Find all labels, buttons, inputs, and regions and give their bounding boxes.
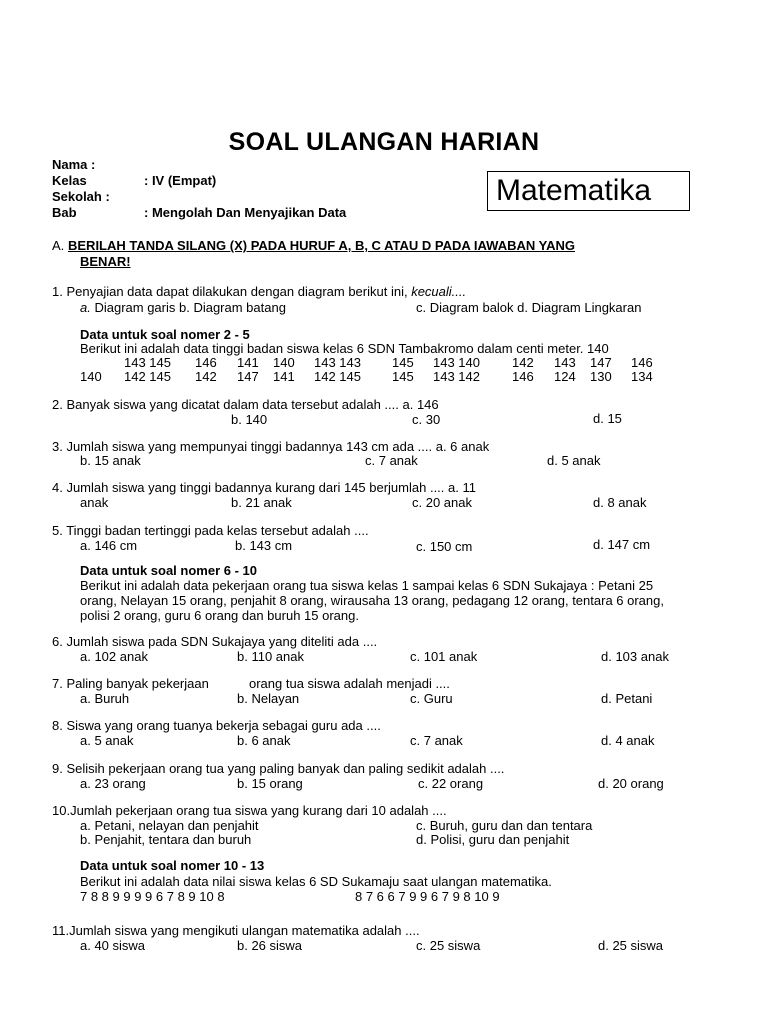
q8-option-b: b. 6 anak (237, 733, 291, 748)
q9-option-a: a. 23 orang (80, 776, 146, 791)
data3-sequence-1: 7 8 8 9 9 9 9 6 7 8 9 10 8 (80, 889, 225, 904)
q10-option-b: b. Penjahit, tentara dan buruh (80, 832, 252, 847)
q6-option-d: d. 103 anak (601, 649, 669, 664)
data1-row2-item: 146 (512, 369, 534, 384)
q2-text: 2. Banyak siswa yang dicatat dalam data tersebut adalah .... a. 146 (52, 397, 439, 412)
section-instruction-line2: BENAR! (80, 254, 131, 269)
q8-option-c: c. 7 anak (410, 733, 463, 748)
data2-line2: orang, Nelayan 15 orang, penjahit 8 orang, wirausaha 13 orang, pedagang 12 orang, tentara 6 orang, (80, 593, 664, 608)
q6-option-a: a. 102 anak (80, 649, 148, 664)
data2-heading: Data untuk soal nomer 6 - 10 (80, 563, 257, 578)
data1-row2-item: 140 (80, 369, 102, 384)
data1-row2-item: 124 (554, 369, 576, 384)
q7-option-b: b. Nelayan (237, 691, 300, 706)
data1-row2-item: 145 (392, 369, 414, 384)
q4-option-d: d. 8 anak (593, 495, 647, 510)
q8-option-a: a. 5 anak (80, 733, 134, 748)
q1-emphasis: kecuali.... (411, 284, 467, 299)
data1-row2-item: 130 (590, 369, 612, 384)
q6-text: 6. Jumlah siswa pada SDN Sukajaya yang diteliti ada .... (52, 634, 378, 649)
q1-text (52, 284, 466, 299)
q9-option-c: c. 22 orang (418, 776, 484, 791)
data2-line3: polisi 2 orang, guru 6 orang dan buruh 15 orang. (80, 608, 359, 623)
kelas-label: Kelas (52, 173, 87, 188)
data1-row1-item: 142 (512, 355, 534, 370)
bab-label: Bab (52, 205, 77, 220)
q1-options-ab (80, 300, 286, 315)
q2-option-c: c. 30 (412, 412, 441, 427)
q5-text: 5. Tinggi badan tertinggi pada kelas tersebut adalah .... (52, 523, 369, 538)
q4-option-c: c. 20 anak (412, 495, 472, 510)
sekolah-label: Sekolah : (52, 189, 110, 204)
q3-option-d: d. 5 anak (547, 453, 601, 468)
data3-sequence-2: 8 7 6 6 7 9 9 6 7 9 8 10 9 (355, 889, 500, 904)
q11-option-a: a. 40 siswa (80, 938, 146, 953)
data1-description: Berikut ini adalah data tinggi badan siswa kelas 6 SDN Tambakromo dalam centi meter. 140 (80, 341, 609, 356)
q5-option-a: a. 146 cm (80, 538, 138, 553)
data1-row2-item: 141 (273, 369, 295, 384)
subject-box: Matematika (487, 171, 690, 211)
q3-option-b: b. 15 anak (80, 453, 141, 468)
q5-option-d: d. 147 cm (593, 537, 651, 552)
data1-row2-item: 134 (631, 369, 653, 384)
data1-heading: Data untuk soal nomer 2 - 5 (80, 327, 250, 342)
q1-options-ab-text: Diagram garis b. Diagram batang (94, 300, 286, 315)
data1-row2-item: 142 145 (314, 369, 361, 384)
q4-text: 4. Jumlah siswa yang tinggi badannya kurang dari 145 berjumlah .... a. 11 (52, 480, 476, 495)
q5-option-b: b. 143 cm (235, 538, 293, 553)
q11-option-d: d. 25 siswa (598, 938, 664, 953)
q3-text: 3. Jumlah siswa yang mempunyai tinggi badannya 143 cm ada .... a. 6 anak (52, 439, 490, 454)
data1-row1-item: 147 (590, 355, 612, 370)
data1-row1-item: 143 145 (124, 355, 171, 370)
q2-option-b: b. 140 (231, 412, 268, 427)
q7-text-cont: orang tua siswa adalah menjadi .... (249, 676, 450, 691)
data1-row1-item: 145 (392, 355, 414, 370)
q7-text: 7. Paling banyak pekerjaan (52, 676, 209, 691)
section-instruction-line1: BERILAH TANDA SILANG (X) PADA HURUF A, B, C ATAU D PADA IAWABAN YANG (68, 238, 575, 253)
q9-option-b: b. 15 orang (237, 776, 303, 791)
nama-label: Nama : (52, 157, 96, 172)
data1-row1-item: 140 (273, 355, 295, 370)
data1-row2-item: 142 145 (124, 369, 171, 384)
q3-option-c: c. 7 anak (365, 453, 418, 468)
q7-option-a: a. Buruh (80, 691, 130, 706)
q1-question: 1. Penyajian data dapat dilakukan dengan diagram berikut ini, (52, 284, 408, 299)
page-title: SOAL ULANGAN HARIAN (228, 128, 540, 156)
data1-row1-item: 143 140 (433, 355, 480, 370)
kelas-value: : IV (Empat) (144, 173, 217, 188)
data1-row1-item: 143 143 (314, 355, 361, 370)
bab-value: : Mengolah Dan Menyajikan Data (144, 205, 347, 220)
q9-option-d: d. 20 orang (598, 776, 664, 791)
q6-option-b: b. 110 anak (237, 649, 304, 664)
data1-row2-item: 143 142 (433, 369, 480, 384)
q11-option-c: c. 25 siswa (416, 938, 481, 953)
data1-row1-item: 146 (631, 355, 653, 370)
q8-text: 8. Siswa yang orang tuanya bekerja sebagai guru ada .... (52, 718, 381, 733)
q1-options-cd: c. Diagram balok d. Diagram Lingkaran (416, 300, 642, 315)
data1-row1-item: 143 (554, 355, 576, 370)
q5-option-c: c. 150 cm (416, 539, 473, 554)
q9-text: 9. Selisih pekerjaan orang tua yang paling banyak dan paling sedikit adalah .... (52, 761, 505, 776)
q1-option-a-letter: a. (80, 300, 91, 315)
q2-option-d: d. 15 (593, 411, 622, 426)
q7-option-d: d. Petani (601, 691, 653, 706)
data1-row2-item: 142 (195, 369, 217, 384)
q10-option-d: d. Polisi, guru dan penjahit (416, 832, 570, 847)
q10-option-a: a. Petani, nelayan dan penjahit (80, 818, 259, 833)
data3-heading: Data untuk soal nomer 10 - 13 (80, 858, 265, 873)
data3-description: Berikut ini adalah data nilai siswa kelas 6 SD Sukamaju saat ulangan matematika. (80, 874, 552, 889)
data1-row2-item: 147 (237, 369, 259, 384)
data2-line1: Berikut ini adalah data pekerjaan orang tua siswa kelas 1 sampai kelas 6 SDN Sukajaya : Petani 25 (80, 578, 654, 593)
q4-option-b: b. 21 anak (231, 495, 292, 510)
q10-text: 10.Jumlah pekerjaan orang tua siswa yang kurang dari 10 adalah .... (52, 803, 447, 818)
q7-option-c: c. Guru (410, 691, 453, 706)
q11-text: 11.Jumlah siswa yang mengikuti ulangan matematika adalah .... (52, 923, 420, 938)
q11-option-b: b. 26 siswa (237, 938, 303, 953)
data1-row1-item: 146 (195, 355, 217, 370)
section-letter: A. (52, 238, 65, 253)
q8-option-d: d. 4 anak (601, 733, 655, 748)
q10-option-c: c. Buruh, guru dan dan tentara (416, 818, 593, 833)
q4-text-cont: anak (80, 495, 109, 510)
q6-option-c: c. 101 anak (410, 649, 478, 664)
data1-row1-item: 141 (237, 355, 259, 370)
